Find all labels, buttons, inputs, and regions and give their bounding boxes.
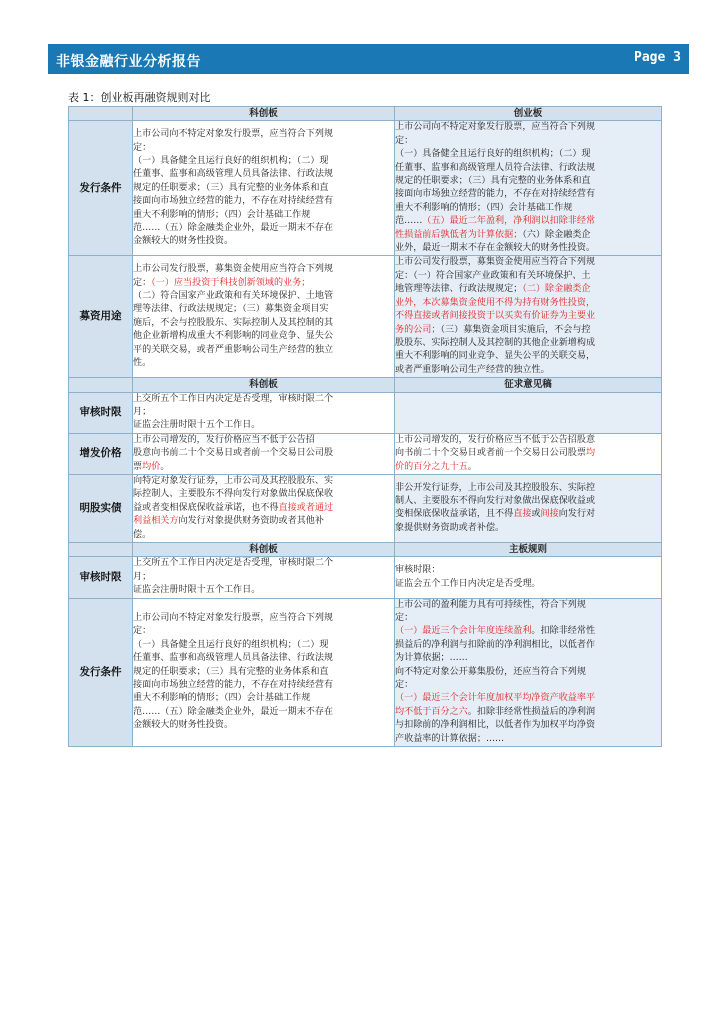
column-header: 科创板 bbox=[133, 107, 395, 121]
highlight-text: 直接或者通过 bbox=[278, 502, 334, 513]
table-row bbox=[69, 433, 662, 474]
cell-text: 范……（五）除金融类企业外，最近一期末不存在 bbox=[133, 222, 334, 233]
highlight-text: 均 bbox=[585, 448, 596, 459]
cell-text: 非公开发行证券，上市公司及其控股股东、实际控 bbox=[395, 482, 596, 493]
cell-text: 。扣除非经常性 bbox=[531, 626, 596, 637]
cell-text: 范……（五）除金融类企业外，最近一期末不存在 bbox=[133, 706, 334, 717]
table-row bbox=[69, 557, 662, 598]
cell-text: 偿。 bbox=[133, 529, 152, 540]
highlight-text: 价的百分之九十五 bbox=[395, 461, 468, 472]
row-label: 审核时限 bbox=[69, 557, 133, 598]
cell-text: 平的关联交易，或者严重影响公司生产经营的独立 bbox=[133, 344, 334, 355]
cell-text: 为计算依据；…… bbox=[395, 653, 468, 664]
cell-text: 上市公司发行股票，募集资金使用应当符合下列规 bbox=[133, 264, 334, 275]
cell-text: 变相保底保收益承诺，且不得 bbox=[395, 509, 514, 520]
cell-text: 重大不利影响的情形；（四）会计基础工作规 bbox=[395, 202, 573, 213]
cell-text: 益或者变相保底保收益承诺，也不得 bbox=[133, 502, 279, 513]
cell-text: 制人、主要股东不得向发行对象做出保底保收益或 bbox=[395, 496, 596, 507]
cell-text: （一）具备健全且运行良好的组织机构；（二）现 bbox=[395, 149, 591, 160]
table-cell bbox=[133, 121, 395, 256]
cell-text: （六）除金融类企 bbox=[522, 229, 591, 240]
cell-text: 金额较大的财务性投资。 bbox=[133, 720, 234, 731]
highlight-text: 间接 bbox=[540, 509, 559, 520]
cell-text: 上市公司发行股票，募集资金使用应当符合下列规 bbox=[395, 257, 596, 268]
table-cell bbox=[395, 433, 662, 474]
cell-text: 定： bbox=[133, 142, 152, 153]
cell-text: 重大不利影响的同业竞争、显失公平的关联交易， bbox=[395, 351, 596, 362]
table-cell bbox=[395, 256, 662, 378]
cell-text: 上市公司向不特定对象发行股票，应当符合下列规 bbox=[395, 122, 596, 133]
cell-text: 性。 bbox=[133, 358, 152, 369]
cell-text: 规定的任职要求；（三）具有完整的业务体系和直 bbox=[133, 666, 329, 677]
table-row bbox=[69, 598, 662, 746]
highlight-text: （一）最近三个会计年度加权平均净资产收益率平 bbox=[395, 693, 596, 704]
cell-text: 任董事、监事和高级管理人员具备法律、行政法规 bbox=[133, 169, 334, 180]
cell-text: （一）具备健全且运行良好的组织机构；（二）现 bbox=[133, 155, 329, 166]
cell-text: 产收益率的计算依据；…… bbox=[395, 733, 505, 744]
table-row bbox=[69, 474, 662, 542]
table-cell bbox=[395, 121, 662, 256]
table-cell-empty bbox=[395, 392, 662, 433]
cell-text: 金额较大的财务性投资。 bbox=[133, 236, 234, 247]
cell-text: 定： bbox=[395, 135, 414, 146]
highlight-text: 直接 bbox=[513, 509, 532, 520]
cell-text: 月； bbox=[133, 406, 152, 417]
cell-text: 接面向市场独立经营的能力，不存在对持续经营有 bbox=[133, 196, 334, 207]
table-cell bbox=[133, 256, 395, 378]
highlight-text: 务的公司； bbox=[395, 324, 441, 335]
cell-text: 。 bbox=[160, 461, 170, 472]
cell-text: 上市公司增发的，发行价格应当不低于公告招 bbox=[133, 434, 315, 445]
cell-text: 或者严重影响公司生产经营的独立性。 bbox=[395, 364, 550, 375]
cell-text: 月； bbox=[133, 571, 152, 582]
cell-text: 定： bbox=[133, 277, 152, 288]
cell-text: 票 bbox=[133, 461, 143, 472]
cell-text: （三）募集资金项目实施后，不会与控 bbox=[440, 324, 591, 335]
cell-text: （一）具备健全且运行良好的组织机构；（二）现 bbox=[133, 639, 329, 650]
report-title: 非银金融行业分析报告 bbox=[56, 54, 201, 70]
cell-text: 定： bbox=[133, 626, 152, 637]
cell-text: 或 bbox=[531, 509, 541, 520]
page-number: Page 3 bbox=[634, 50, 681, 65]
highlight-text: （五）最近二年盈利，净利润以扣除非经常 bbox=[422, 216, 596, 227]
cell-text: 际控制人、主要股东不得向发行对象做出保底保收 bbox=[133, 489, 334, 500]
table-row bbox=[69, 121, 662, 256]
cell-text: 上市公司的盈利能力具有可持续性，符合下列规 bbox=[395, 599, 586, 610]
cell-text: 向发行对象提供财务资助或者其他补 bbox=[178, 516, 324, 527]
cell-text: 向不特定对象公开募集股份，还应当符合下列规 bbox=[395, 666, 586, 677]
cell-text: 损益后的净利润与扣除前的净利润相比，以低者作 bbox=[395, 639, 596, 650]
cell-text: 规定的任职要求；（三）具有完整的业务体系和直 bbox=[133, 182, 329, 193]
cell-text: 股意向书前二十个交易日或者前一个交易日公司股 bbox=[133, 448, 334, 459]
table-row bbox=[69, 256, 662, 378]
cell-text: 施后，不会与控股股东、实际控制人及其控制的其 bbox=[133, 317, 334, 328]
cell-text: 上交所五个工作日内决定是否受理，审核时限二个 bbox=[133, 558, 334, 569]
cell-text: 证监会五个工作日内决定是否受理。 bbox=[395, 578, 541, 589]
cell-text: 股股东、实际控制人及其控制的其他企业新增构成 bbox=[395, 337, 596, 348]
header-corner bbox=[69, 107, 133, 121]
highlight-text: （一）应当投资于科技创新领域的业务； bbox=[151, 277, 311, 288]
highlight-text: 利益相关方 bbox=[133, 516, 179, 527]
highlight-text: （二）除金融类企 bbox=[522, 284, 591, 295]
comparison-table bbox=[68, 106, 662, 747]
cell-text: 证监会注册时限十五个工作日。 bbox=[133, 420, 261, 431]
cell-text: 接面向市场独立经营的能力，不存在对持续经营有 bbox=[395, 189, 596, 200]
table-caption: 表 1：创业板再融资规则对比 bbox=[68, 91, 211, 104]
cell-text: 他企业新增构成重大不利影响的同业竞争、显失公 bbox=[133, 331, 334, 342]
column-header: 征求意见稿 bbox=[395, 378, 662, 392]
row-label: 发行条件 bbox=[69, 598, 133, 746]
cell-text: 接面向市场独立经营的能力，不存在对持续经营有 bbox=[133, 680, 334, 691]
table-cell bbox=[395, 474, 662, 542]
cell-text: 定： bbox=[395, 680, 414, 691]
cell-text: 象提供财务资助或者补偿。 bbox=[395, 522, 505, 533]
cell-text: 证监会注册时限十五个工作日。 bbox=[133, 585, 261, 596]
column-header: 科创板 bbox=[133, 543, 395, 557]
cell-text: 。 bbox=[467, 461, 477, 472]
cell-text: 上市公司向不特定对象发行股票，应当符合下列规 bbox=[133, 129, 334, 140]
header-corner bbox=[69, 543, 133, 557]
highlight-text: 均不低于百分之六 bbox=[395, 706, 468, 717]
row-label: 募资用途 bbox=[69, 256, 133, 378]
row-label: 审核时限 bbox=[69, 392, 133, 433]
table-cell bbox=[133, 433, 395, 474]
header-corner bbox=[69, 378, 133, 392]
row-label: 发行条件 bbox=[69, 121, 133, 256]
cell-text: 重大不利影响的情形；（四）会计基础工作规 bbox=[133, 209, 311, 220]
cell-text: 地管理等法律、行政法规规定； bbox=[395, 284, 523, 295]
highlight-text: 业外，本次募集资金使用不得为持有财务性投资， bbox=[395, 297, 596, 308]
cell-text: 审核时限： bbox=[395, 565, 441, 576]
table-cell bbox=[395, 598, 662, 746]
cell-text: 上市公司向不特定对象发行股票，应当符合下列规 bbox=[133, 613, 334, 624]
cell-text: 规定的任职要求；（三）具有完整的业务体系和直 bbox=[395, 176, 591, 187]
table-cell bbox=[133, 598, 395, 746]
table-cell bbox=[133, 557, 395, 598]
table-cell bbox=[133, 474, 395, 542]
column-header: 主板规则 bbox=[395, 543, 662, 557]
cell-text: 任董事、监事和高级管理人员具备法律、行政法规 bbox=[133, 653, 334, 664]
row-label: 增发价格 bbox=[69, 433, 133, 474]
cell-text: 向特定对象发行证券，上市公司及其控股股东、实 bbox=[133, 475, 334, 486]
cell-text: 上市公司增发的，发行价格应当不低于公告招股意 bbox=[395, 434, 596, 445]
column-header: 科创板 bbox=[133, 378, 395, 392]
cell-text: 上交所五个工作日内决定是否受理，审核时限二个 bbox=[133, 393, 334, 404]
cell-text: 重大不利影响的情形；（四）会计基础工作规 bbox=[133, 693, 311, 704]
highlight-text: 不得直接或者间接投资于以买卖有价证券为主要业 bbox=[395, 311, 596, 322]
table-header-row bbox=[69, 378, 662, 392]
highlight-text: 均价 bbox=[142, 461, 161, 472]
cell-text: 向发行对 bbox=[558, 509, 596, 520]
column-header: 创业板 bbox=[395, 107, 662, 121]
cell-text: 定：（一）符合国家产业政策和有关环境保护、土 bbox=[395, 270, 591, 281]
table-cell bbox=[133, 392, 395, 433]
cell-text: 业外，最近一期末不存在金额较大的财务性投资。 bbox=[395, 243, 596, 254]
highlight-text: （一）最近三个会计年度连续盈利 bbox=[395, 626, 532, 637]
table-row bbox=[69, 392, 662, 433]
cell-text: 任董事、监事和高级管理人员符合法律、行政法规 bbox=[395, 162, 596, 173]
table-cell bbox=[395, 557, 662, 598]
cell-text: 。扣除非经常性损益后的净利润 bbox=[467, 706, 596, 717]
cell-text: 定： bbox=[395, 613, 414, 624]
table-header-row bbox=[69, 543, 662, 557]
cell-text: （二）符合国家产业政策和有关环境保护、土地管 bbox=[133, 290, 334, 301]
cell-text: 向书前二十个交易日或者前一个交易日公司股票 bbox=[395, 448, 586, 459]
cell-text: 理等法律、行政法规规定；（三）募集资金项目实 bbox=[133, 304, 329, 315]
row-label: 明股实债 bbox=[69, 474, 133, 542]
report-header-bar bbox=[48, 44, 689, 74]
cell-text: 范…… bbox=[395, 216, 423, 227]
highlight-text: 性损益前后孰低者为计算依据； bbox=[395, 229, 523, 240]
table-header-row bbox=[69, 107, 662, 121]
cell-text: 与扣除前的净利润相比，以低者作为加权平均净资 bbox=[395, 720, 596, 731]
